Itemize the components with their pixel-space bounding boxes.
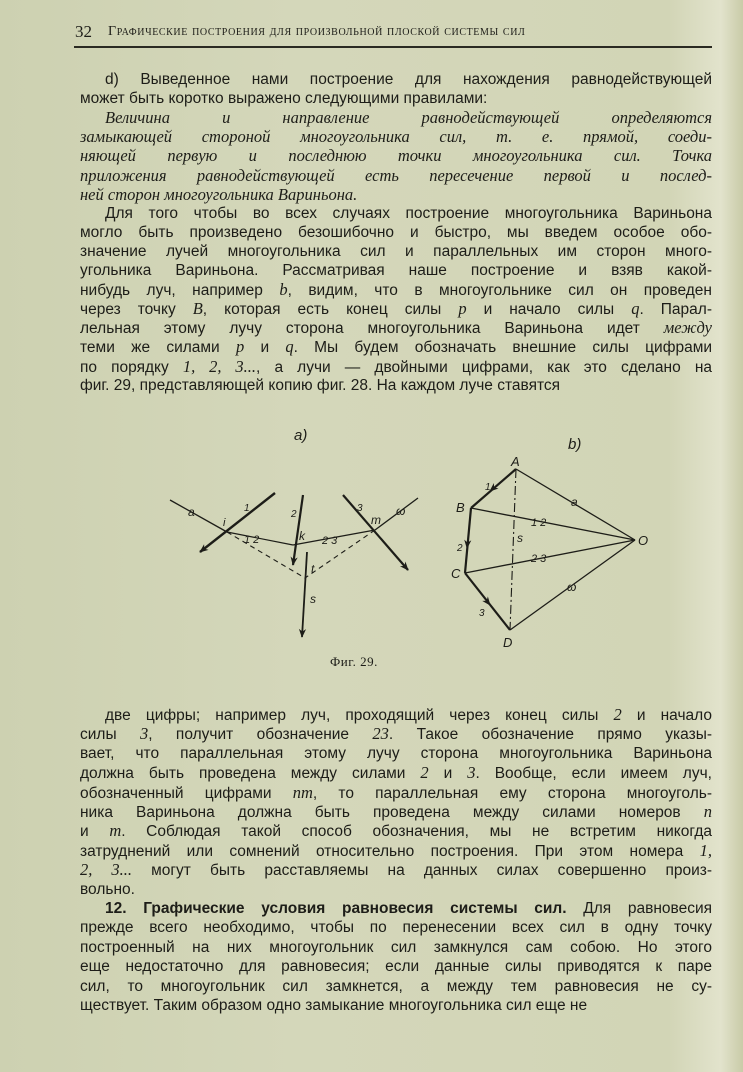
force-1-vector <box>471 469 516 508</box>
text-segment: сил, то многоугольник сил замкнется, а между тем равновесия не су- <box>80 977 712 995</box>
label-point-t: t <box>311 562 315 576</box>
ray-a-line <box>170 500 227 532</box>
italic-text: 23 <box>372 724 389 744</box>
text-segment: могло быть произведено безошибочно и быстро, мы введем особое обо- <box>80 223 712 241</box>
italic-text: nm <box>292 782 313 802</box>
text-segment: d) Выведенное нами построение для нахождения равнодействующей <box>105 71 712 88</box>
label-ray-12: 1 2 <box>244 534 260 546</box>
text-segment: должна быть проведена между силами <box>80 765 421 783</box>
italic-text: 1, 2, 3... <box>182 356 257 376</box>
text-segment: обозначенный цифрами <box>80 784 293 802</box>
italic-text: 2 <box>420 763 429 783</box>
italic-text: 2 <box>613 705 622 724</box>
figure-b-force-polygon <box>465 469 635 630</box>
italic-text: m <box>109 821 122 841</box>
text-segment: ществует. Таким образом одно замыкание многоугольника сил еще не <box>80 997 588 1014</box>
text-segment: затруднений или сомнений относительно построения. При этом номера <box>80 842 700 860</box>
text-segment: и <box>80 823 110 841</box>
label-force-3: 3 <box>357 503 363 514</box>
italic-text: ней сторон многоугольника Вариньона. <box>80 184 358 204</box>
italic-text: 3 <box>467 763 476 783</box>
text-segment: лельная этому лучу сторона многоугольника Вариньона идет <box>80 320 664 338</box>
italic-text: b <box>279 280 288 300</box>
ray-12-BO <box>471 508 635 540</box>
ray-12-line <box>227 532 293 545</box>
text-segment: и начало <box>621 707 712 724</box>
text-segment: вольно. <box>80 880 135 898</box>
text-segment: через точку <box>80 301 193 319</box>
label-point-i: i <box>223 517 226 529</box>
italic-text: 3 <box>139 724 149 744</box>
text-segment: прежде всего необходимо, чтобы по перенесении всех сил в одну точку <box>80 919 712 937</box>
text-segment: и <box>244 339 286 357</box>
text-segment: вает, что параллельная этому лучу сторона многоугольника Вариньона <box>80 744 712 762</box>
label-point-k: k <box>299 529 305 543</box>
force-2-vector <box>465 508 471 573</box>
text-segment: фиг. 29, представляющей копию фиг. 28. На каждом луче ставятся <box>80 376 561 394</box>
label-force-2: 2 <box>291 509 297 520</box>
dashed-line-i-t <box>227 532 305 578</box>
running-header-title: Графические построения для произвольной плоской системы сил <box>108 24 526 39</box>
label-ray-23: 2 3 <box>322 535 338 547</box>
text-segment: нибудь луч, например <box>80 282 280 300</box>
section-heading: 12. Графические условия равновесия системы сил. <box>105 900 567 917</box>
label-ray-omega: ω <box>567 580 577 594</box>
text-segment: и начало силы <box>466 301 632 319</box>
label-ray-23: 2 3 <box>531 553 547 565</box>
italic-text: 2, 3... <box>80 860 132 880</box>
text-segment: и <box>428 765 468 783</box>
text-segment: ника Вариньона должна быть проведена между силами номеров <box>80 804 704 821</box>
text-segment: . Мы будем обозначать внешние силы цифрами <box>293 339 712 357</box>
text-segment: две цифры; например луч, проходящий через конец силы <box>105 707 614 724</box>
label-resultant-s: s <box>310 592 316 606</box>
italic-text: между <box>663 318 712 338</box>
text-segment: еще недостаточно для равновесия; если данные силы приводятся к паре <box>80 958 712 976</box>
italic-text: p <box>458 299 467 319</box>
label-point-B: B <box>456 500 465 515</box>
italic-text: Величина и направление равнодействующей определяются <box>105 108 712 128</box>
text-segment: , видим, что в многоугольнике сил он проведен <box>287 282 712 300</box>
label-ray-omega: ω <box>396 504 406 518</box>
label-ray-a: a <box>188 505 195 519</box>
label-force-2: 2 <box>457 543 463 554</box>
italic-text: няющей первую и последнюю точки многоугольника сил. Точка <box>80 146 712 166</box>
ray-23-CO <box>465 540 635 573</box>
label-resultant-s: s <box>517 531 523 545</box>
figure-a-label: a) <box>294 427 308 444</box>
italic-text: 1, <box>699 840 712 860</box>
italic-text: B <box>192 299 203 319</box>
text-segment: могут быть расставляемы на данных силах совершенно произ- <box>131 862 712 880</box>
text-segment: . Соблюдая такой способ обозначения, мы не встретим никогда <box>121 823 712 841</box>
label-point-m: m <box>371 513 381 527</box>
text-segment: Для равновесия <box>566 900 712 917</box>
page-number: 32 <box>75 22 92 41</box>
italic-text: q <box>631 299 640 319</box>
text-segment: , которая есть конец силы <box>202 301 459 319</box>
text-segment: по порядку <box>80 358 183 376</box>
label-force-1: 1 <box>485 482 491 493</box>
italic-text: n <box>703 802 712 821</box>
label-force-1: 1 <box>244 503 250 514</box>
italic-text: приложения равнодействующей есть пересечение первой и послед- <box>80 165 712 185</box>
italic-text: q <box>285 337 294 357</box>
text-segment: построенный на них многоугольник сил замкнулся сам собою. Но этого <box>80 938 712 956</box>
text-segment: , получит обозначение <box>148 726 373 744</box>
text-segment: . Такое обозначение прямо указы- <box>388 726 712 744</box>
resultant-s-AD <box>510 469 516 630</box>
dashed-line-m-t <box>305 530 375 578</box>
text-segment: может быть коротко выражено следующими правилами: <box>80 90 488 108</box>
label-point-D: D <box>503 635 513 650</box>
label-ray-a: a <box>571 495 578 509</box>
italic-text: p <box>235 337 245 357</box>
figure-caption: Фиг. 29. <box>330 654 378 669</box>
italic-text: замыкающей стороной многоугольника сил, т. е. прямой, соеди- <box>80 127 712 147</box>
text-segment: угольника Вариньона. Рассматривая наше построение и взяв какой- <box>80 262 712 279</box>
label-ray-12: 1 2 <box>531 517 547 529</box>
text-segment: теми же силами <box>80 339 236 357</box>
figure-b-label: b) <box>568 436 582 453</box>
label-point-A: A <box>511 454 520 469</box>
text-segment: Для того чтобы во всех случаях построение многоугольника Вариньона <box>105 204 712 222</box>
text-segment: . Парал- <box>639 301 712 319</box>
resultant-s-arrow <box>302 552 307 637</box>
text-segment: силы <box>80 726 140 744</box>
force-3-vector <box>465 573 510 630</box>
label-pole-O: O <box>638 533 649 548</box>
text-segment: . Вообще, если имеем луч, <box>475 765 712 783</box>
text-segment: , то параллельная ему сторона многоуголь- <box>312 784 712 802</box>
text-segment: значение лучей многоугольника сил и параллельных им сторон много- <box>80 242 712 260</box>
label-force-3: 3 <box>479 608 485 619</box>
text-segment: , а лучи — двойными цифрами, как это сделано на <box>256 358 712 376</box>
label-point-C: C <box>451 566 461 581</box>
